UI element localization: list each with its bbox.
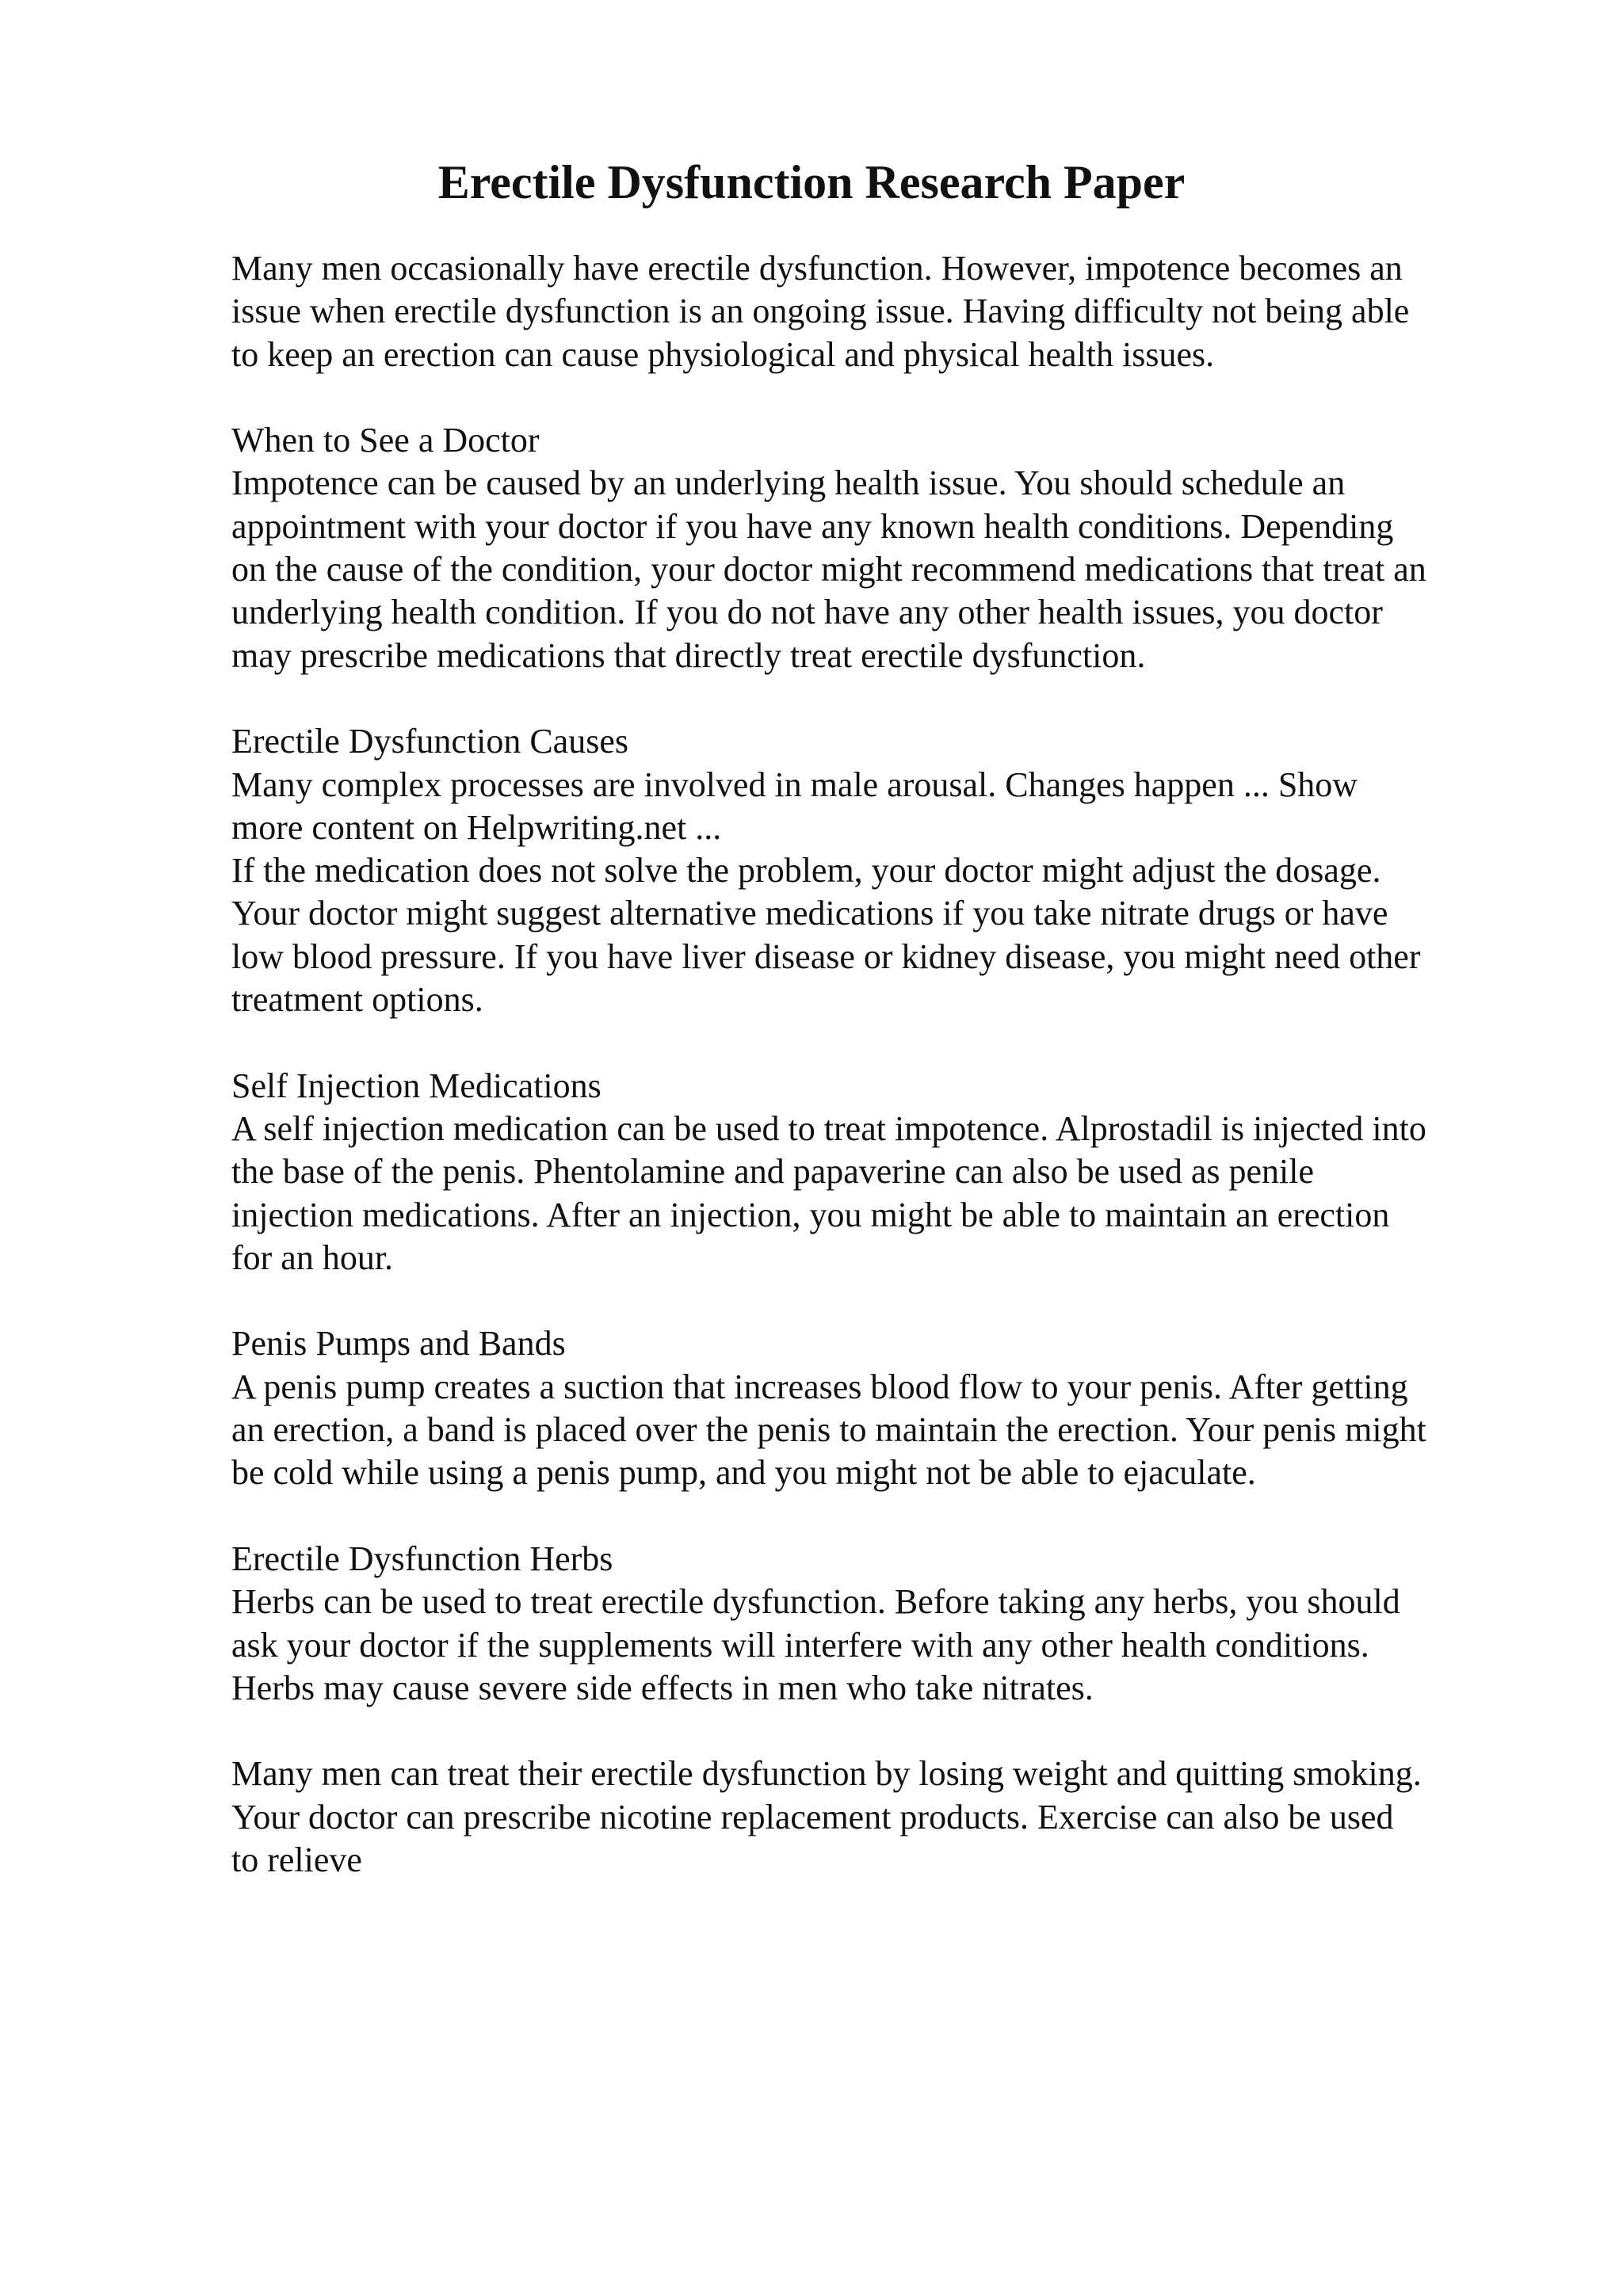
text-line: Many complex processes are involved in male arousal. Changes happen ... Show: [231, 765, 1358, 804]
text-line: Impotence can be caused by an underlying health issue. You should schedule an: [231, 463, 1346, 503]
paragraph-block: [231, 419, 1547, 677]
paragraph: [231, 247, 1547, 376]
text-line: Many men occasionally have erectile dysfunction. However, impotence becomes an: [231, 249, 1403, 288]
paragraph: [231, 419, 1547, 677]
paragraph: [231, 1538, 1547, 1710]
paragraph: [231, 1322, 1547, 1494]
paragraph-block: [231, 1322, 1547, 1494]
text-line: underlying health condition. If you do not have any other health issues, you doctor: [231, 593, 1383, 632]
paragraph: [231, 1753, 1547, 1882]
text-line: Erectile Dysfunction Causes: [231, 722, 628, 761]
text-line: to keep an erection can cause physiological and physical health issues.: [231, 334, 1215, 374]
paragraph-block: [231, 1538, 1547, 1710]
paragraph-block: [231, 1065, 1547, 1280]
text-line: to relieve: [231, 1840, 362, 1879]
document-title: Erectile Dysfunction Research Paper: [437, 156, 1186, 208]
text-line: ask your doctor if the supplements will interfere with any other health conditions.: [231, 1625, 1369, 1665]
text-line: issue when erectile dysfunction is an ongoing issue. Having difficulty not being able: [231, 292, 1410, 331]
paragraph: [231, 720, 1547, 1021]
paragraph-block: [231, 1753, 1547, 1882]
text-line: on the cause of the condition, your doctor might recommend medications that treat an: [231, 550, 1426, 589]
text-line: the base of the penis. Phentolamine and papaverine can also be used as penile: [231, 1152, 1314, 1192]
text-line: Self Injection Medications: [231, 1066, 601, 1105]
text-line: A self injection medication can be used to treat impotence. Alprostadil is injected into: [231, 1108, 1426, 1148]
text-line: Your doctor might suggest alternative medications if you take nitrate drugs or have: [231, 894, 1388, 933]
text-line: be cold while using a penis pump, and you might not be able to ejaculate.: [231, 1453, 1256, 1493]
text-line: injection medications. After an injection, you might be able to maintain an erection: [231, 1195, 1390, 1234]
paragraph: [231, 1065, 1547, 1280]
text-line: Erectile Dysfunction Herbs: [231, 1539, 613, 1578]
text-line: Penis Pumps and Bands: [231, 1324, 566, 1363]
document-body: [231, 247, 1547, 1925]
text-line: Herbs may cause severe side effects in men who take nitrates.: [231, 1668, 1094, 1707]
paragraph-block: [231, 720, 1547, 1021]
text-line: for an hour.: [231, 1238, 394, 1277]
text-line: When to See a Doctor: [231, 421, 540, 460]
text-line: Herbs can be used to treat erectile dysfunction. Before taking any herbs, you should: [231, 1582, 1400, 1622]
text-line: may prescribe medications that directly treat erectile dysfunction.: [231, 635, 1146, 675]
paragraph-block: [231, 247, 1547, 376]
text-line: treatment options.: [231, 980, 483, 1020]
text-line: If the medication does not solve the problem, your doctor might adjust the dosage.: [231, 851, 1381, 891]
text-line: more content on Helpwriting.net ...: [231, 807, 722, 847]
text-line: Your doctor can prescribe nicotine replacement products. Exercise can also be used: [231, 1797, 1394, 1836]
text-line: an erection, a band is placed over the penis to maintain the erection. Your penis might: [231, 1410, 1426, 1450]
text-line: Many men can treat their erectile dysfunction by losing weight and quitting smoking.: [231, 1754, 1422, 1794]
text-line: low blood pressure. If you have liver disease or kidney disease, you might need other: [231, 936, 1421, 976]
text-line: appointment with your doctor if you have any known health conditions. Depending: [231, 506, 1394, 546]
text-line: A penis pump creates a suction that increases blood flow to your penis. After getting: [231, 1367, 1408, 1406]
